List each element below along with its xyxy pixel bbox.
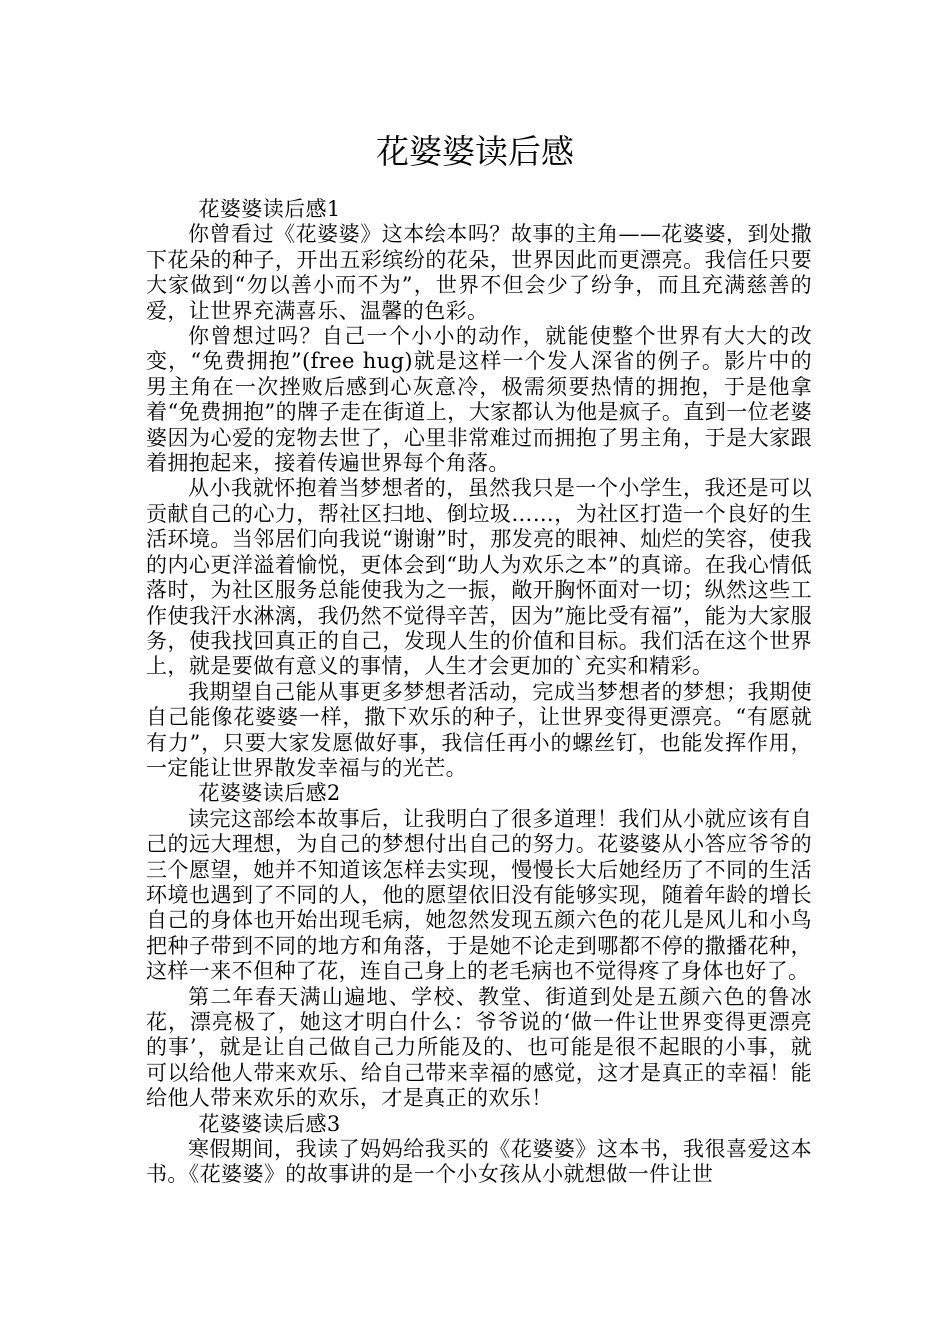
paragraph: 第二年春天满山遍地、学校、教堂、街道到处是五颜六色的鲁冰花，漂亮极了，她这才明白什么：爷爷说的‘做一件让世界变得更漂亮的事’，就是让自己做自己力所能及的、也可能是很不起眼的小事，就可以给他人带来欢乐、给自己带来幸福的感觉，这才是真正的幸福！能给他人带来欢乐的欢乐，才是真正的欢乐！: [146, 984, 812, 1111]
paragraph: 从小我就怀抱着当梦想者的，虽然我只是一个小学生，我还是可以贡献自己的心力，帮社区扫地、倒垃圾……，为社区打造一个良好的生活环境。当邻居们向我说“谢谢”时，那发亮的眼神、灿烂的笑容，使我的内心更洋溢着愉悦，更体会到“助人为欢乐之本”的真谛。在我心情低落时，为社区服务总能使我为之一振，敞开胸怀面对一切；纵然这些工作使我汗水淋漓，我仍然不觉得辛苦，因为”施比受有福”，能为大家服务，使我找回真正的自己，发现人生的价值和目标。我们活在这个世界上，就是要做有意义的事情，人生才会更加的`充实和精彩。: [146, 476, 812, 679]
paragraph: 读完这部绘本故事后，让我明白了很多道理！我们从小就应该有自己的远大理想，为自己的梦想付出自己的努力。花婆婆从小答应爷爷的三个愿望，她并不知道该怎样去实现，慢慢长大后她经历了不同的生活环境也遇到了不同的人，他的愿望依旧没有能够实现，随着年龄的增长自己的身体也开始出现毛病，她忽然发现五颜六色的花儿是风儿和小鸟把种子带到不同的地方和角落，于是她不论走到哪都不停的撒播花种，这样一来不但种了花，连自己身上的老毛病也不觉得疼了身体也好了。: [146, 806, 812, 984]
section-heading: 花婆婆读后感1: [198, 197, 341, 221]
paragraph: 我期望自己能从事更多梦想者活动，完成当梦想者的梦想；我期使自己能像花婆婆一样，撒下欢乐的种子，让世界变得更漂亮。“有愿就有力”，只要大家发愿做好事，我信任再小的螺丝钉，也能发挥作用，一定能让世界散发幸福与的光芒。: [146, 679, 812, 780]
paragraph: 你曾想过吗？自己一个小小的动作，就能使整个世界有大大的改变，“免费拥抱”(free hug)就是这样一个发人深省的例子。影片中的男主角在一次挫败后感到心灰意冷，极需须要热情的拥抱，于是他拿着“免费拥抱”的牌子走在街道上，大家都认为他是疯子。直到一位老婆婆因为心爱的宠物去世了，心里非常难过而拥抱了男主角，于是大家跟着拥抱起来，接着传遍世界每个角落。: [146, 324, 812, 476]
section-heading: 花婆婆读后感2: [198, 781, 341, 806]
paragraph: 寒假期间，我读了妈妈给我买的《花婆婆》这本书，我很喜爱这本书。《花婆婆》的故事讲的是一个小女孩从小就想做一件让世: [146, 1137, 812, 1187]
document-body: [146, 197, 812, 1188]
section-heading: 花婆婆读后感3: [198, 1111, 341, 1136]
paragraph: 你曾看过《花婆婆》这本绘本吗？故事的主角——花婆婆，到处撒下花朵的种子，开出五彩缤纷的花朵，世界因此而更漂亮。我信任只要大家做到“勿以善小而不为”，世界不但会少了纷争，而且充满慈善的爱，让世界充满喜乐、温馨的色彩。: [146, 222, 812, 323]
document-title: 花婆婆读后感: [376, 132, 574, 171]
